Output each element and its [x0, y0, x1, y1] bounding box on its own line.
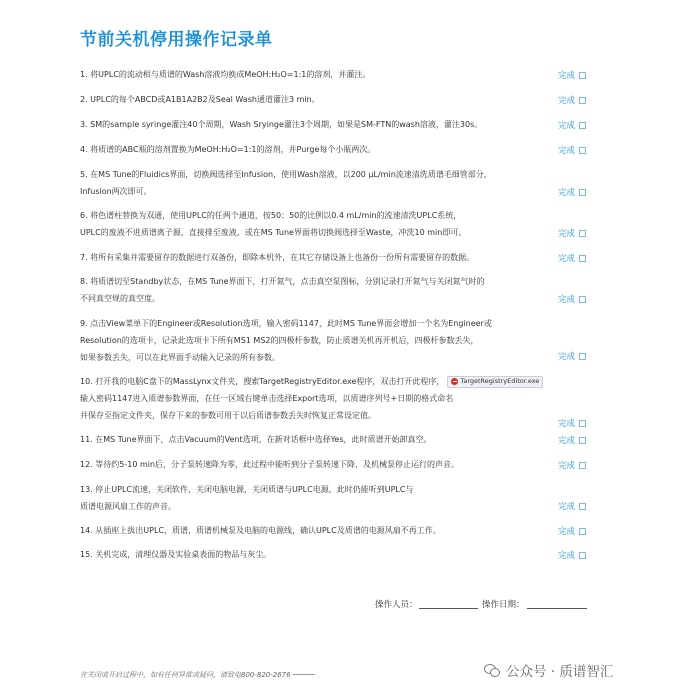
- done-checkbox-3[interactable]: [558, 119, 586, 131]
- checklist-item-text: 4. 将质谱的ABC瓶的溶剂置换为MeOH:H₂O=1:1的溶剂，并Purge每个小瓶两次。: [80, 145, 376, 154]
- done-label: 完成: [558, 96, 576, 106]
- done-label: 完成: [558, 502, 576, 512]
- checkbox-square-icon[interactable]: [579, 296, 586, 303]
- footer-note: 在关闭或开启过程中，如有任何异常或疑问，请致电800-820-2676: [80, 671, 291, 679]
- page-title: 节前关机停用操作记录单: [80, 30, 273, 50]
- done-checkbox-4[interactable]: [558, 144, 586, 156]
- checklist-item-text: 8. 将质谱切至Standby状态，在MS Tune界面下，打开氮气，点击真空泵图标，分别记录打开氮气与关闭氮气时的: [80, 277, 485, 286]
- checklist-item-8: [80, 273, 600, 307]
- checkbox-square-icon[interactable]: [579, 230, 586, 237]
- checklist-item-text: 15. 关机完成，清理仪器及实验桌表面的物品与灰尘。: [80, 550, 272, 559]
- checkbox-square-icon[interactable]: [579, 72, 586, 79]
- checklist-item-1: [80, 66, 600, 83]
- done-checkbox-5[interactable]: [558, 186, 586, 198]
- checklist-item-14: [80, 522, 600, 539]
- no-entry-icon: [451, 378, 458, 385]
- done-checkbox-6[interactable]: [558, 227, 586, 239]
- done-label: 完成: [558, 436, 576, 446]
- checkbox-square-icon[interactable]: [579, 97, 586, 104]
- checkbox-square-icon[interactable]: [579, 122, 586, 129]
- checklist-item-text: 11. 在MS Tune界面下，点击Vacuum的Vent选项，在新对话框中选择Yes，此时质谱开始卸真空。: [80, 435, 432, 444]
- done-label: 完成: [558, 461, 576, 471]
- done-label: 完成: [558, 551, 576, 561]
- checklist-item-5: [80, 166, 600, 200]
- done-checkbox-12[interactable]: [558, 459, 586, 471]
- checkbox-square-icon[interactable]: [579, 528, 586, 535]
- checklist-item-text: 2. UPLC的每个ABCD或A1B1A2B2及Seal Wash通道灌注3 min。: [80, 95, 320, 104]
- checklist-item-text: 1. 将UPLC的流动相与质谱的Wash溶液均换成MeOH:H₂O=1:1的溶剂，并灌注。: [80, 70, 371, 79]
- checklist-item-9: [80, 315, 600, 366]
- checkbox-square-icon[interactable]: [579, 255, 586, 262]
- checklist-item-3: [80, 116, 600, 133]
- done-label: 完成: [558, 352, 576, 362]
- done-checkbox-2[interactable]: [558, 94, 586, 106]
- operator-signature-line[interactable]: [419, 608, 478, 609]
- program-shortcut-label: TargetRegistryEditor.exe: [460, 377, 540, 385]
- program-shortcut-tag[interactable]: [447, 376, 543, 388]
- done-checkbox-8[interactable]: [558, 293, 586, 305]
- done-label: 完成: [558, 419, 576, 429]
- checklist-item-2: [80, 91, 600, 108]
- done-checkbox-11[interactable]: [558, 434, 586, 446]
- done-label: 完成: [558, 527, 576, 537]
- done-label: 完成: [558, 188, 576, 198]
- checkbox-square-icon[interactable]: [579, 147, 586, 154]
- checklist-item-10: [80, 373, 600, 424]
- done-label: 完成: [558, 71, 576, 81]
- checklist-item-text: 质谱电源风扇工作的声音。: [80, 502, 176, 511]
- checklist-item-text: 13. 停止UPLC流速，关闭软件，关闭电脑电源，关闭质谱与UPLC电源，此时仍能听到UPLC与: [80, 485, 414, 494]
- date-label: 操作日期：: [482, 600, 525, 610]
- checklist-item-text: UPLC的废液不进质谱离子源，直接排至废液，或在MS Tune界面将切换阀选择至Waste，冲洗10 min即可。: [80, 228, 467, 237]
- operator-label: 操作人员：: [375, 600, 418, 610]
- watermark-text: 公众号 · 质谱智汇: [506, 664, 614, 680]
- checklist-item-7: [80, 249, 600, 266]
- checklist-item-text: 不同真空规的真空度。: [80, 294, 160, 303]
- checklist-item-text: 并保存至指定文件夹，保存下来的参数可用于以后质谱参数丢失时恢复正常设定值。: [80, 411, 376, 420]
- checklist-item-text: 5. 在MS Tune的Fluidics界面，切换阀选择至Infusion，使用Wash溶液，以200 μL/min流速清洗质谱毛细管部分，: [80, 170, 492, 179]
- checklist-item-4: [80, 141, 600, 158]
- done-checkbox-15[interactable]: [558, 549, 586, 561]
- checkbox-square-icon[interactable]: [579, 437, 586, 444]
- checklist-item-15: [80, 546, 600, 563]
- footer-rule: [293, 674, 315, 675]
- checklist-item-text: 7. 将所有采集并需要留存的数据进行双备份，即除本机外，在其它存储设备上也备份一份所有需要留存的数据。: [80, 253, 475, 262]
- checklist-item-text: 9. 点击View菜单下的Engineer或Resolution选项，输入密码1147，此时MS Tune界面会增加一个名为Engineer或: [80, 319, 492, 328]
- done-label: 完成: [558, 229, 576, 239]
- checklist-item-text: 输入密码1147进入质谱参数界面，在任一区域右键单击选择Export选项，以质谱序列号+日期的格式命名: [80, 394, 454, 403]
- done-label: 完成: [558, 146, 576, 156]
- checklist-item-text-part: 10. 打开我的电脑C盘下的MassLynx文件夹，搜索TargetRegistryEditor.exe程序，双击打开此程序，: [80, 377, 445, 386]
- checklist-item-13: [80, 481, 600, 515]
- checklist-item-11: [80, 431, 600, 448]
- done-checkbox-13[interactable]: [558, 500, 586, 512]
- checkbox-square-icon[interactable]: [579, 189, 586, 196]
- checklist-item-12: [80, 456, 600, 473]
- checkbox-square-icon[interactable]: [579, 503, 586, 510]
- date-signature-line[interactable]: [527, 608, 587, 609]
- done-label: 完成: [558, 121, 576, 131]
- checklist-item-6: [80, 207, 600, 241]
- checklist-item-text: Infusion两次即可。: [80, 187, 152, 196]
- checklist-item-text: 14. 从插座上拔出UPLC，质谱，质谱机械泵及电脑的电源线，确认UPLC及质谱的电源风扇不再工作。: [80, 526, 441, 535]
- done-label: 完成: [558, 254, 576, 264]
- done-checkbox-10[interactable]: [558, 417, 586, 429]
- done-checkbox-9[interactable]: [558, 350, 586, 362]
- checkbox-square-icon[interactable]: [579, 552, 586, 559]
- wechat-icon: [484, 663, 501, 678]
- checkbox-square-icon[interactable]: [579, 353, 586, 360]
- wechat-watermark: [484, 660, 613, 680]
- done-checkbox-1[interactable]: [558, 69, 586, 81]
- checklist-item-text: [80, 373, 600, 390]
- checklist-item-text: Resolution的选项卡，记录此选项卡下所有MS1 MS2的四极杆参数，防止质谱关机再开机后，四极杆参数丢失，: [80, 336, 479, 345]
- checklist-item-text: 12. 等待约5-10 min后，分子泵转速降为零，此过程中能听到分子泵转速下降，及机械泵停止运行的声音。: [80, 460, 460, 469]
- done-checkbox-14[interactable]: [558, 525, 586, 537]
- checklist-item-text: 3. SM的sample syringe灌注40个周期，Wash Sryinge灌注3个周期，如果是SM-FTN的wash溶液，灌注30s。: [80, 120, 483, 129]
- done-checkbox-7[interactable]: [558, 252, 586, 264]
- checkbox-square-icon[interactable]: [579, 420, 586, 427]
- checklist-item-text: 如果参数丢失，可以在此界面手动输入记录的所有参数。: [80, 353, 280, 362]
- done-label: 完成: [558, 295, 576, 305]
- checkbox-square-icon[interactable]: [579, 462, 586, 469]
- checklist-item-text: 6. 将色谱柱替换为双通，使用UPLC的任两个通道，按50：50的比例以0.4 mL/min的流速清洗UPLC系统，: [80, 211, 462, 220]
